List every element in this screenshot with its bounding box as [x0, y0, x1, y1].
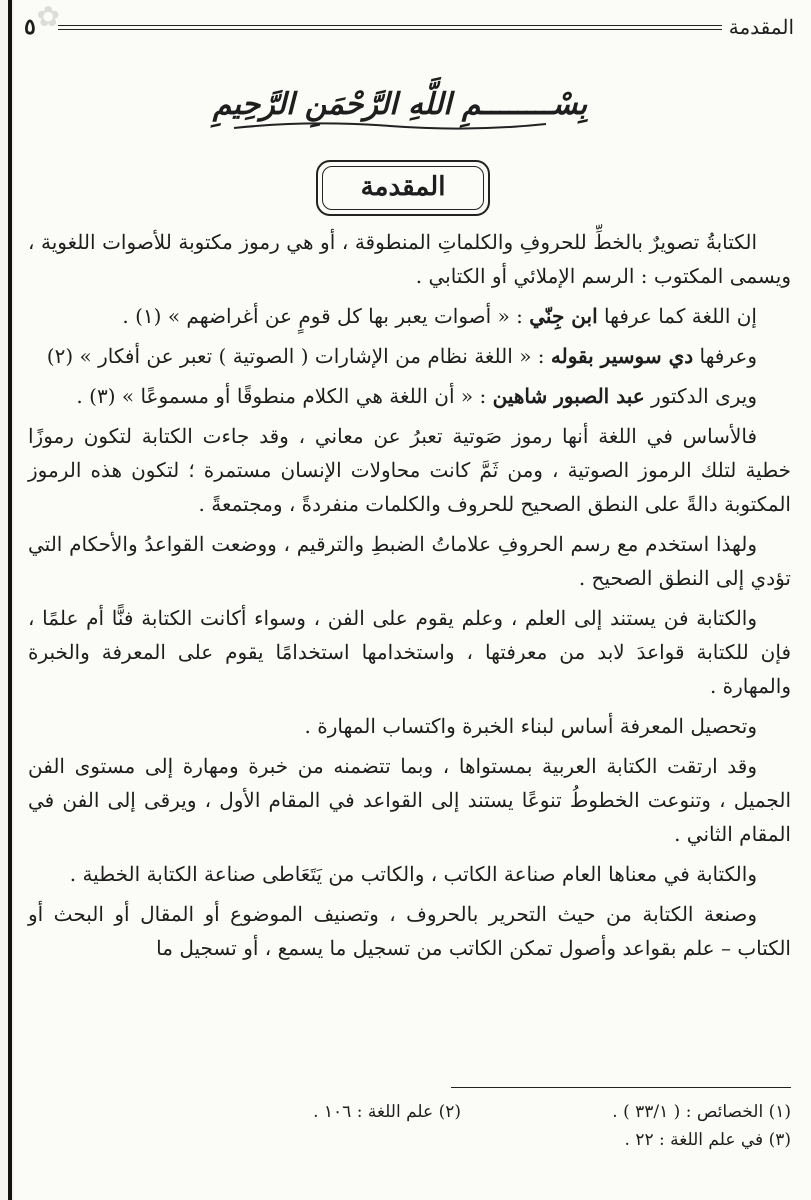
footnotes [170, 1098, 791, 1154]
paragraph: فالأساس في اللغة أنها رموز صَوتية تعبرُ عن معاني ، وقد جاءت الكتابة لتكون رموزًا خطية لتلك الرموز الصوتية ، ومن ثَمَّ كانت محاولات الإنسان مستمرة ؛ لتكون هذه الرموز المكتوبة دالةً على النطق الصحيح للحروف والكلمات منفردةً ، ومجتمعةً . [28, 424, 791, 516]
page-edge-shadow [8, 0, 12, 1200]
page-number: ٥ [24, 14, 36, 40]
footnote-1: (١) الخصائص : ( ٣٣/١ ) . [612, 1102, 791, 1122]
basmala-flourish [230, 118, 550, 132]
header-rule [58, 25, 722, 30]
paragraph: وصنعة الكتابة من حيث التحرير بالحروف ، وتصنيف الموضوع أو المقال أو البحث أو الكتاب – علم بقواعد وأصول تمكن الكاتب من تسجيل ما يسمع ، أو تسجيل ما [28, 902, 791, 960]
page-header [24, 16, 794, 40]
footnote-3: (٣) في علم اللغة : ٢٢ . [624, 1130, 791, 1150]
paragraph: والكتابة فن يستند إلى العلم ، وعلم يقوم على الفن ، وسواء أكانت الكتابة فنًّا أم علمًا ، فإن للكتابة قواعدَ لابد من معرفتها ، واستخدامها استخدامًا يقوم على المعرفة والخبرة والمهارة . [28, 606, 791, 698]
basmala: بِسْــــــــمِ اللَّهِ الرَّحْمَنِ الرَّحِيمِ [212, 87, 588, 122]
paragraph: ولهذا استخدم مع رسم الحروفِ علاماتُ الضبطِ والترقيم ، ووضعت القواعدُ والأحكام التي تؤدي إلى النطق الصحيح . [28, 532, 791, 590]
paragraph: والكتابة في معناها العام صناعة الكاتب ، والكاتب من يَتَعَاطى صناعة الكتابة الخطية . [69, 862, 757, 886]
paragraph: إن اللغة كما عرفها ابن جِنّي : « أصوات يعبر بها كل قومٍ عن أغراضهم » (١) . [122, 304, 757, 328]
body-text [28, 225, 791, 971]
paragraph: ويرى الدكتور عبد الصبور شاهين : « أن اللغة هي الكلام منطوقًا أو مسموعًا » (٣) . [76, 384, 757, 408]
bold-name: عبد الصبور شاهين [492, 384, 645, 408]
bold-name: دي سوسير بقوله [550, 344, 694, 368]
section-title: المقدمة [360, 172, 446, 202]
footnote-rule [451, 1087, 791, 1088]
paragraph: وقد ارتقت الكتابة العربية بمستواها ، وبما تتضمنه من خبرة ومهارة إلى مستوى الفن الجميل ، وتنوعت الخطوطُ تنوعًا يستند إلى القواعد في المقام الأول ، ويرقى إلى الفن في المقام الثاني . [28, 754, 791, 846]
paragraph: وعرفها دي سوسير بقوله : « اللغة نظام من الإشارات ( الصوتية ) تعبر عن أفكار » (٢) [46, 344, 757, 368]
corner-watermark: ✿ [36, 0, 60, 33]
footnote-2: (٢) علم اللغة : ١٠٦ . [313, 1102, 461, 1122]
bold-name: ابن جِنّي [529, 304, 598, 328]
section-title-frame [316, 160, 490, 216]
paragraph: وتحصيل المعرفة أساس لبناء الخبرة واكتساب المهارة . [304, 714, 757, 738]
running-title: المقدمة [728, 15, 794, 39]
paragraph: الكتابةُ تصويرٌ بالخطِّ للحروفِ والكلماتِ المنطوقة ، أو هي رموز مكتوبة للأصوات اللغوية ، ويسمى المكتوب : الرسم الإملائي أو الكتابي . [28, 230, 791, 288]
